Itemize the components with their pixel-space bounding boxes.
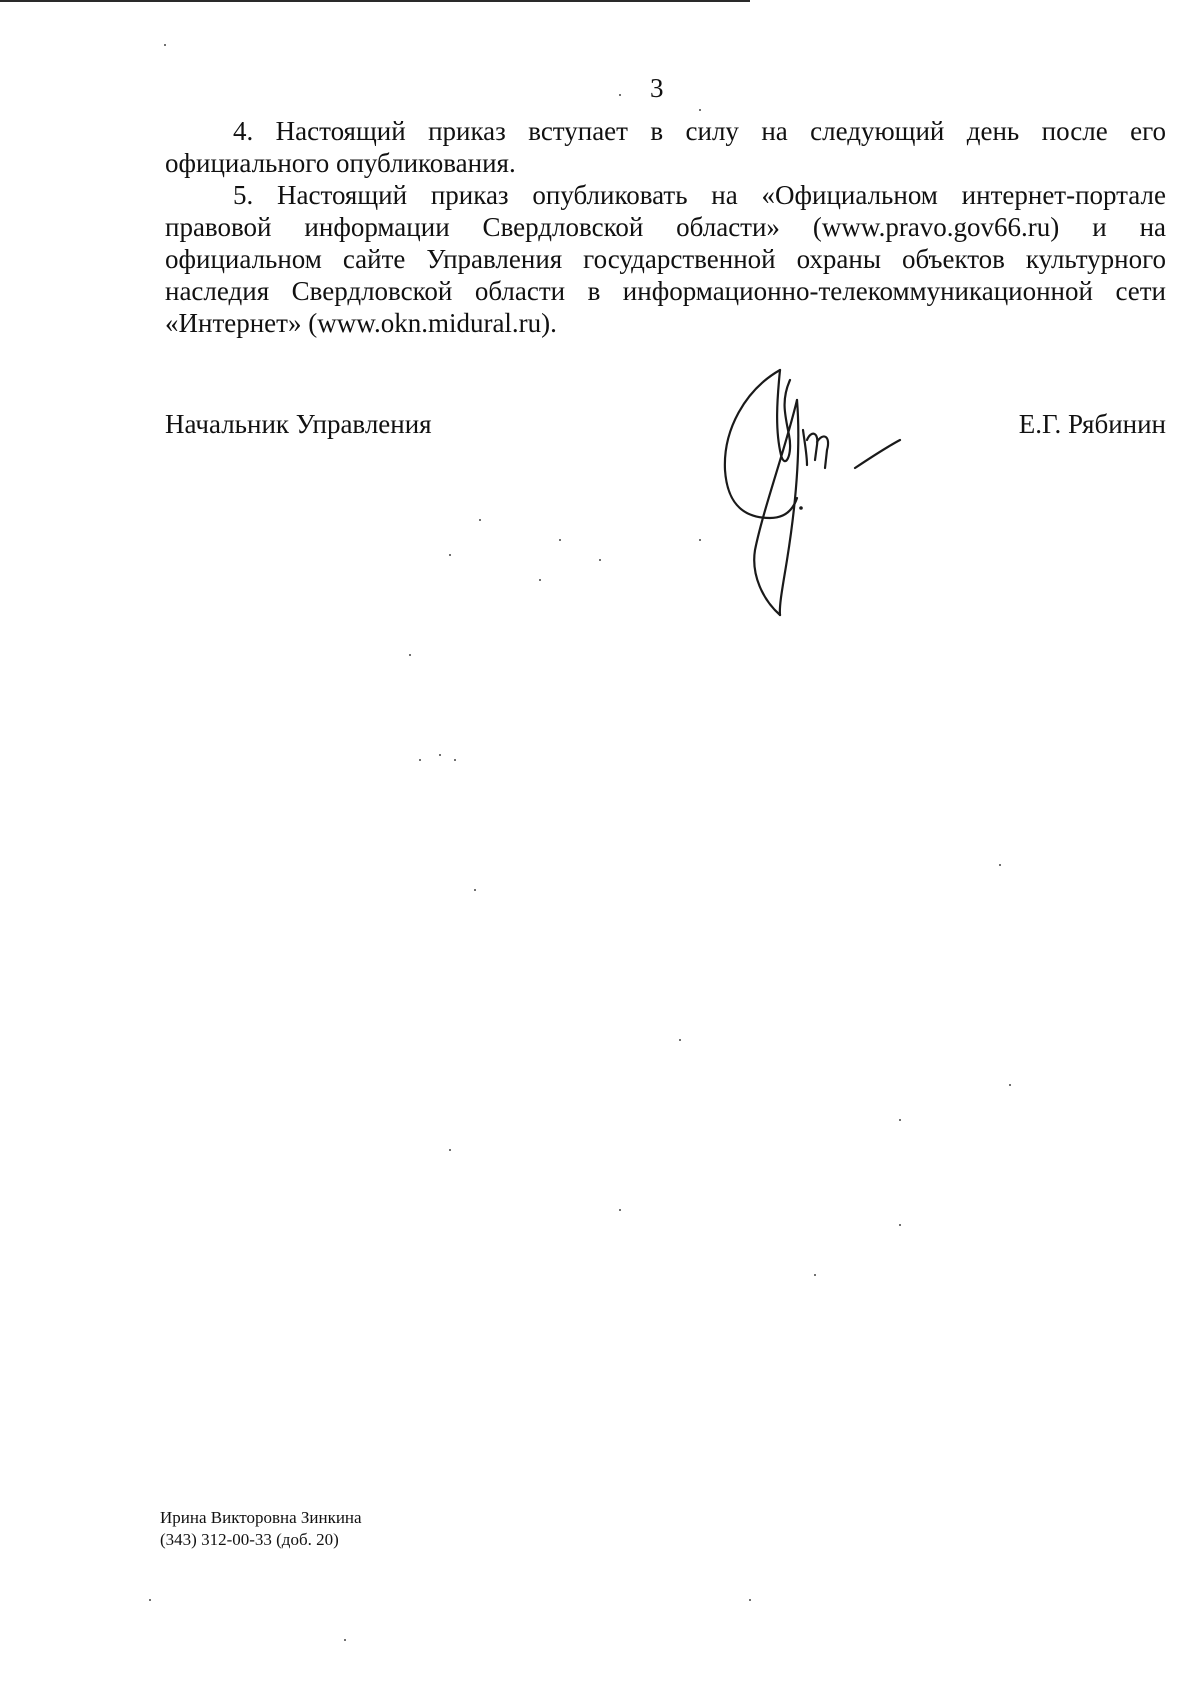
- handwritten-signature: [715, 360, 935, 630]
- signer-position: Начальник Управления: [165, 409, 432, 439]
- order-body: [165, 115, 1166, 339]
- executor-info: [160, 1507, 362, 1551]
- scan-top-edge: [0, 0, 750, 2]
- executor-phone: (343) 312-00-33 (доб. 20): [160, 1530, 339, 1549]
- paragraph-4: 4. Настоящий приказ вступает в силу на следующий день после его официального опубликования.: [165, 116, 1166, 178]
- paragraph-5: 5. Настоящий приказ опубликовать на «Официальном интернет-портале правовой информации Свердловской области» (www.pravo.gov66.ru) и на официальном сайте Управления государственной охраны объектов культурного наследия Свердловской области в информационно-телекоммуникационной сети «Интернет» (www.okn.midural.ru).: [165, 180, 1166, 338]
- page-number: 3: [650, 73, 664, 103]
- signer-name: Е.Г. Рябинин: [1018, 409, 1166, 439]
- executor-name: Ирина Викторовна Зинкина: [160, 1508, 362, 1527]
